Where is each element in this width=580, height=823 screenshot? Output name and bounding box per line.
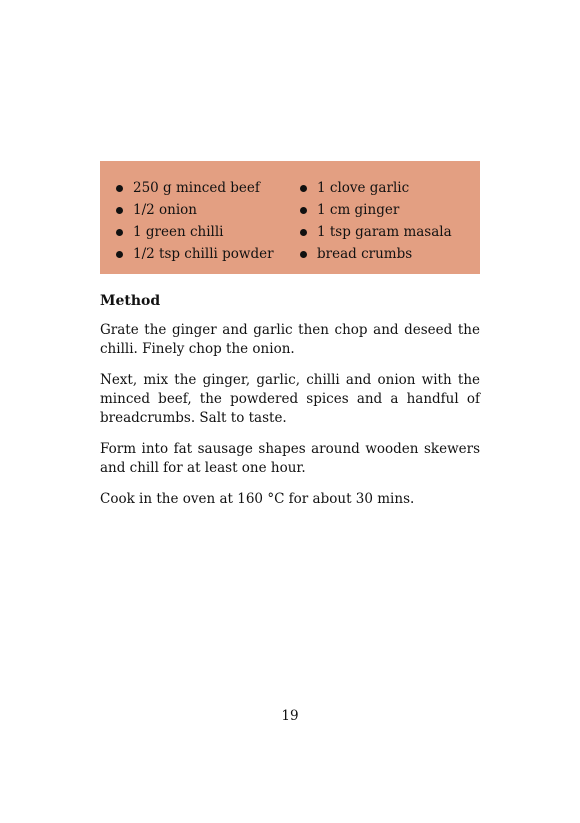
- ingredient-item: [116, 199, 274, 221]
- ingredient-item: [116, 177, 274, 199]
- ingredient-label: 1 clove garlic: [317, 180, 410, 196]
- ingredient-label: 1/2 onion: [133, 202, 197, 218]
- ingredient-label: 1/2 tsp chilli powder: [133, 246, 274, 262]
- ingredient-item: [300, 221, 452, 243]
- bullet-icon: [300, 251, 307, 258]
- ingredient-item: [300, 243, 452, 265]
- method-paragraph: Grate the ginger and garlic then chop and deseed the chilli. Finely chop the onion.: [100, 322, 480, 357]
- ingredient-label: bread crumbs: [317, 246, 413, 262]
- ingredient-label: 1 cm ginger: [317, 202, 400, 218]
- ingredient-label: 1 green chilli: [133, 224, 224, 240]
- ingredients-list-right: [300, 177, 452, 265]
- method-body: [100, 321, 480, 521]
- method-paragraph: Next, mix the ginger, garlic, chilli and onion with the minced beef, the powdered spices and a handful of breadcrumbs. Salt to taste.: [100, 372, 480, 426]
- method-heading: Method: [100, 293, 161, 309]
- method-paragraph: Form into fat sausage shapes around wooden skewers and chill for at least one hour.: [100, 441, 480, 476]
- ingredient-item: [116, 221, 274, 243]
- method-paragraph: Cook in the oven at 160 °C for about 30 mins.: [100, 491, 415, 507]
- bullet-icon: [300, 207, 307, 214]
- ingredients-box: [100, 161, 480, 274]
- page-number: 19: [281, 708, 299, 724]
- bullet-icon: [300, 229, 307, 236]
- ingredients-list-left: [116, 177, 274, 265]
- ingredient-label: 1 tsp garam masala: [317, 224, 452, 240]
- bullet-icon: [116, 251, 123, 258]
- ingredient-item: [300, 199, 452, 221]
- bullet-icon: [116, 185, 123, 192]
- ingredient-item: [116, 243, 274, 265]
- bullet-icon: [116, 207, 123, 214]
- bullet-icon: [116, 229, 123, 236]
- bullet-icon: [300, 185, 307, 192]
- ingredient-item: [300, 177, 452, 199]
- ingredient-label: 250 g minced beef: [133, 180, 260, 196]
